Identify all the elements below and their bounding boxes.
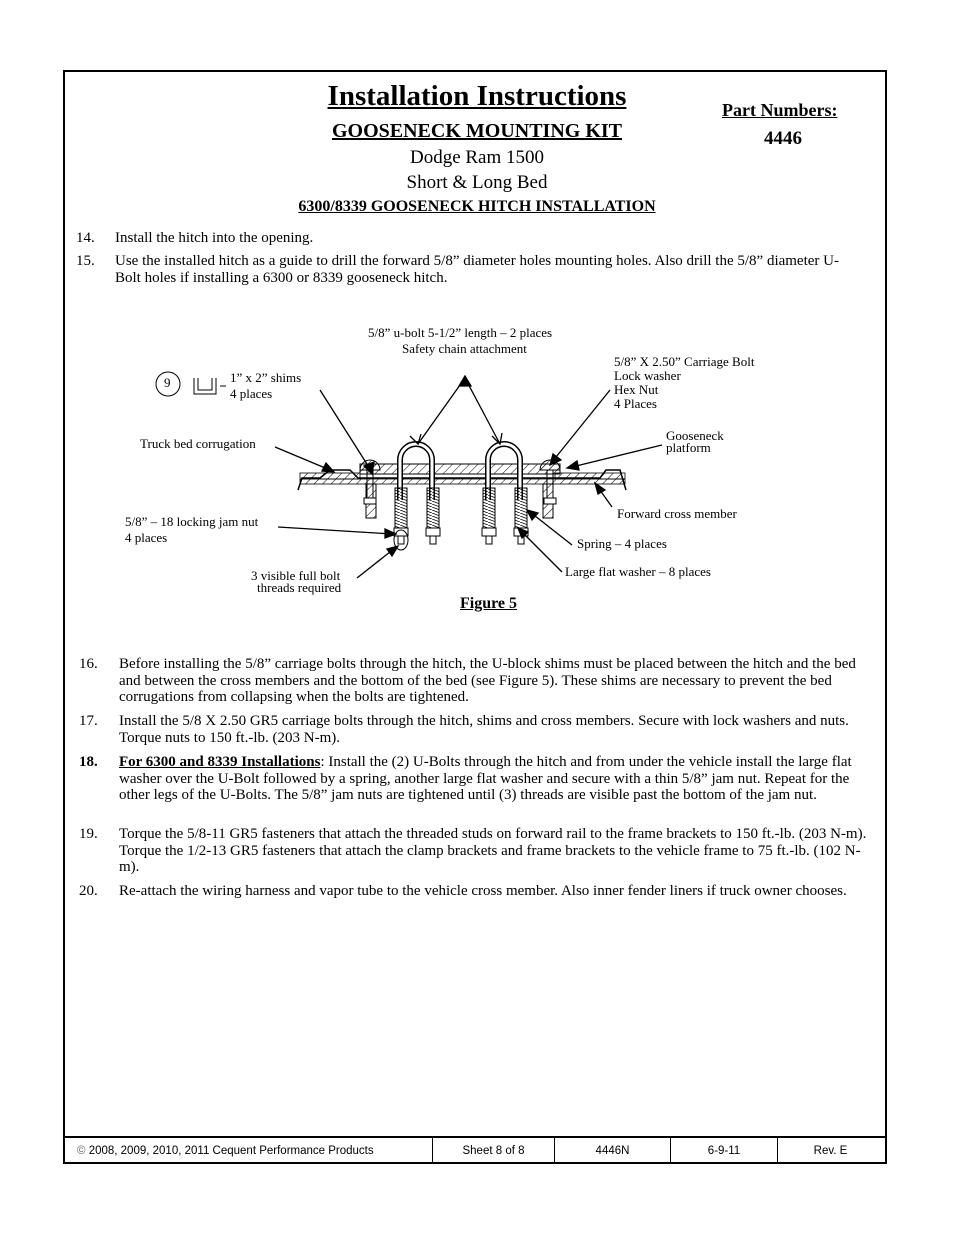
footer-doc-number: 4446N (555, 1138, 671, 1164)
bed-floor (300, 479, 625, 484)
bed-type: Short & Long Bed (406, 172, 548, 193)
footer-revision: Rev. E (813, 1145, 848, 1157)
label-safety-chain: Safety chain attachment (402, 341, 527, 356)
step-text: Install the 5/8 X 2.50 GR5 carriage bolts through the hitch, shims and cross members. Secure with lock washers and nuts. Torque nuts to 150 ft.-lb. (203 N-m). (119, 713, 849, 746)
gooseneck-platform (360, 464, 560, 474)
step-17 (79, 713, 879, 749)
step-number: 17. (79, 713, 98, 729)
part-numbers-label: Part Numbers: (722, 100, 838, 120)
shim-icon (194, 378, 216, 394)
step-20 (79, 883, 879, 919)
label-gooseneck: Gooseneck (666, 428, 724, 443)
footer-sheet: Sheet 8 of 8 (433, 1138, 555, 1164)
step-lead: For 6300 and 8339 Installations (119, 754, 321, 770)
step-text: : Install the (2) U-Bolts through the hitch and from under the vehicle install the large flat washer over the U-Bolt followed by a spring, another large flat washer and secure with a thin 5/8” jam nut. Repeat for the other legs of the U-Bolts. The 5/8” jam nuts are tightened until (3) threads are visible past the bottom of the jam nut. (119, 754, 852, 803)
vehicle-model: Dodge Ram 1500 (409, 147, 545, 168)
kit-subtitle: GOOSENECK MOUNTING KIT (331, 120, 623, 142)
step-number: 19. (79, 826, 98, 842)
step-16 (79, 656, 879, 708)
step-number: 16. (79, 656, 98, 672)
step-text: Use the installed hitch as a guide to drill the forward 5/8” diameter holes mounting holes. Also drill the 5/8” diameter U-Bolt holes if installing a 6300 or 8339 gooseneck hitch. (115, 253, 839, 286)
footer-date: 6-9-11 (671, 1138, 778, 1164)
label-forward-cross-member: Forward cross member (617, 506, 737, 521)
page-title: Installation Instructions (327, 80, 627, 112)
step-18 (79, 754, 879, 822)
label-carriage-bolt: 5/8” X 2.50” Carriage Bolt (614, 354, 755, 369)
step-number: 14. (76, 230, 95, 246)
step-text: Install the hitch into the opening. (115, 230, 314, 246)
label-ubolt: 5/8” u-bolt 5-1/2” length – 2 places (368, 325, 553, 340)
label-flat-washer: Large flat washer – 8 places (565, 564, 711, 579)
footer-copyright (63, 1138, 433, 1164)
section-heading: 6300/8339 GOOSENECK HITCH INSTALLATION (298, 198, 656, 215)
callout-number: 9 (164, 375, 171, 390)
label-spring: Spring – 4 places (577, 536, 667, 551)
copyright-text: 2008, 2009, 2010, 2011 Cequent Performance Products (88, 1145, 374, 1157)
step-text: Before installing the 5/8” carriage bolts through the hitch, the U-block shims must be placed between the hitch and the bed and between the cross members and the bottom of the bed (see Figure 5). These shims are necessary to prevent the bed corrugations from collapsing when the bolts are tightened. (119, 656, 856, 705)
springs (395, 488, 527, 528)
step-number: 15. (76, 253, 95, 269)
label-hex-nut: Hex Nut (614, 382, 659, 397)
step-number: 18. (79, 754, 98, 770)
footer-table (63, 1136, 887, 1164)
step-text: Re-attach the wiring harness and vapor tube to the vehicle cross member. Also inner fender liners if truck owner chooses. (119, 883, 847, 899)
label-threads: 3 visible full bolt (251, 568, 341, 583)
label-platform: platform (666, 440, 711, 455)
label-threads-required: threads required (257, 580, 342, 595)
step-19 (79, 826, 879, 878)
label-shims-places: 4 places (230, 386, 273, 401)
label-jam-nut-places: 4 places (125, 530, 168, 545)
label-lock-washer: Lock washer (614, 368, 681, 383)
jam-nuts (394, 528, 528, 550)
label-truck-bed: Truck bed corrugation (140, 436, 256, 451)
figure-caption: Figure 5 (460, 595, 518, 612)
step-number: 20. (79, 883, 98, 899)
label-shims: 1” x 2” shims (230, 370, 302, 385)
step-text: Torque the 5/8-11 GR5 fasteners that attach the threaded studs on forward rail to the frame brackets to 150 ft.-lb. (203 N-m). Torque the 1/2-13 GR5 fasteners that attach the clamp brackets and frame brackets to the vehicle frame to 75 ft.-lb. (102 N-m). (119, 826, 867, 875)
label-jam-nut: 5/8” – 18 locking jam nut (125, 514, 259, 529)
copyright-symbol: © (77, 1145, 86, 1157)
part-number: 4446 (764, 128, 802, 149)
label-carriage-places: 4 Places (614, 396, 657, 411)
